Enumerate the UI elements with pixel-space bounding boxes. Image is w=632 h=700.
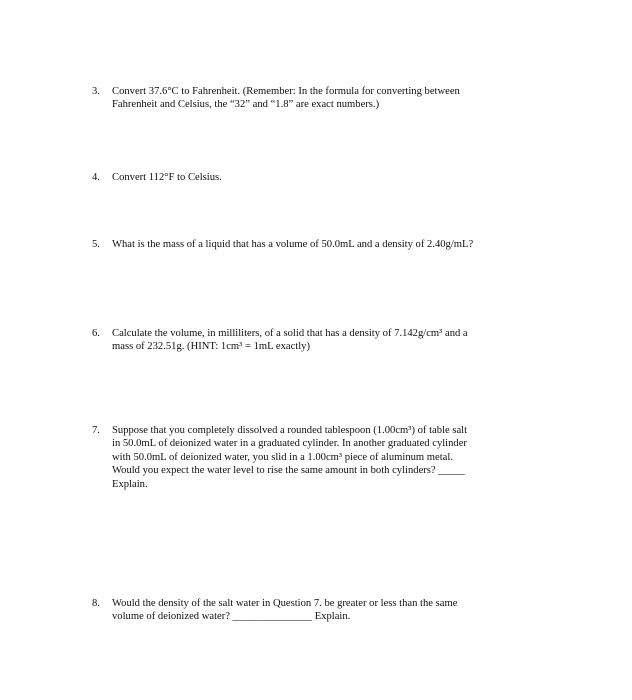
question-text: [112, 424, 542, 491]
question-line: What is the mass of a liquid that has a volume of 50.0mL and a density of 2.40g/mL?: [112, 239, 474, 250]
question-number: 8.: [92, 598, 100, 609]
question-number: 7.: [92, 425, 100, 436]
question-line: Suppose that you completely dissolved a rounded tablespoon (1.00cm³) of table salt: [112, 425, 468, 436]
question-line: in 50.0mL of deionized water in a graduated cylinder. In another graduated cylinder: [112, 438, 467, 450]
question-number: 5.: [92, 239, 100, 250]
question-text: [112, 171, 542, 184]
question-7: [92, 424, 542, 491]
question-line: Would you expect the water level to rise the same amount in both cylinders? _____: [112, 465, 465, 477]
question-number: 3.: [92, 86, 100, 97]
question-3: [92, 85, 542, 112]
question-6: [92, 327, 542, 354]
question-line: Explain.: [112, 478, 148, 490]
question-line: Calculate the volume, in milliliters, of a solid that has a density of 7.142g/cm³ and a: [112, 328, 468, 339]
question-5: [92, 238, 542, 251]
question-text: [112, 85, 542, 112]
question-number: 6.: [92, 328, 100, 339]
question-line: mass of 232.51g. (HINT: 1cm³ = 1mL exactly): [112, 341, 310, 353]
question-8: [92, 597, 542, 624]
question-line: volume of deionized water? _______________ Explain.: [112, 611, 351, 623]
question-line: Would the density of the salt water in Question 7. be greater or less than the same: [112, 598, 458, 609]
question-number: 4.: [92, 172, 100, 183]
question-text: [112, 327, 542, 354]
question-line: Convert 37.6°C to Fahrenheit. (Remember: In the formula for converting between: [112, 86, 460, 97]
question-line: Convert 112°F to Celsius.: [112, 172, 222, 183]
question-line: Fahrenheit and Celsius, the “32” and “1.8” are exact numbers.): [112, 99, 380, 111]
question-4: [92, 171, 542, 184]
question-line: with 50.0mL of deionized water, you slid in a 1.00cm³ piece of aluminum metal.: [112, 451, 453, 463]
question-text: [112, 597, 542, 624]
question-text: [112, 238, 542, 251]
